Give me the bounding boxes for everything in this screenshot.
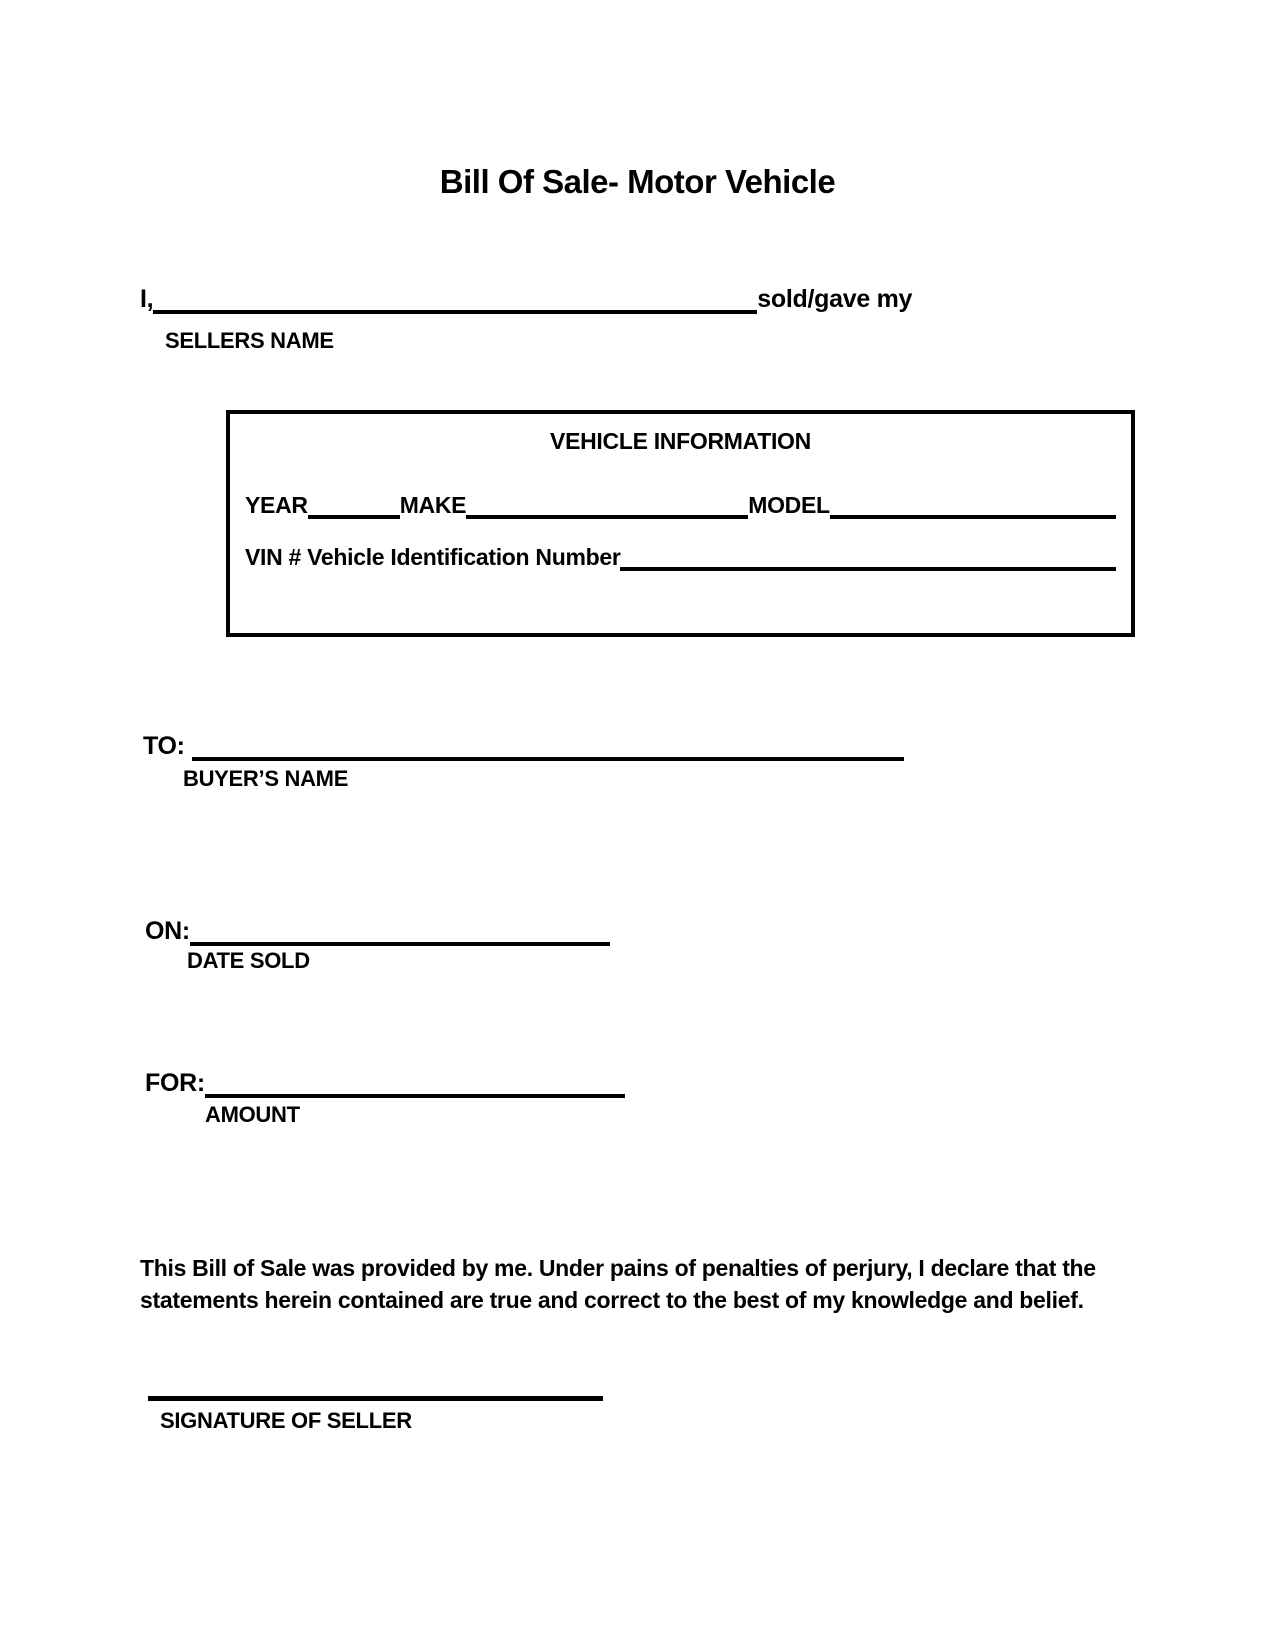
signature-caption: SIGNATURE OF SELLER bbox=[160, 1408, 412, 1433]
buyer-name-caption: BUYER’S NAME bbox=[183, 766, 349, 791]
declaration-line-2: statements herein contained are true and correct to the best of my knowledge and belief. bbox=[140, 1287, 1084, 1313]
amount-caption: AMOUNT bbox=[205, 1102, 300, 1127]
date-sold-field[interactable] bbox=[190, 916, 610, 946]
date-sold-caption: DATE SOLD bbox=[187, 948, 310, 973]
page-title: Bill Of Sale- Motor Vehicle bbox=[439, 163, 836, 200]
model-field[interactable] bbox=[830, 491, 1116, 519]
seller-line bbox=[140, 284, 940, 314]
seller-line-suffix: sold/gave my bbox=[757, 285, 913, 314]
buyer-name-field[interactable] bbox=[192, 731, 904, 761]
seller-name-field[interactable] bbox=[153, 284, 757, 314]
vin-field[interactable] bbox=[620, 543, 1116, 571]
seller-name-caption: SELLERS NAME bbox=[165, 328, 334, 353]
year-label: YEAR bbox=[245, 492, 308, 519]
on-line bbox=[145, 916, 610, 946]
make-label: MAKE bbox=[399, 492, 467, 519]
on-label: ON: bbox=[145, 917, 190, 946]
make-field[interactable] bbox=[466, 491, 748, 519]
to-label: TO: bbox=[143, 732, 185, 761]
seller-line-prefix: I, bbox=[140, 285, 154, 314]
for-line bbox=[145, 1068, 625, 1098]
signature-field[interactable] bbox=[148, 1396, 603, 1401]
to-line bbox=[143, 731, 904, 761]
vehicle-information-box bbox=[226, 410, 1135, 637]
declaration-line-1: This Bill of Sale was provided by me. Under pains of penalties of perjury, I declare that the bbox=[140, 1255, 1096, 1281]
year-field[interactable] bbox=[308, 491, 400, 519]
amount-field[interactable] bbox=[205, 1068, 625, 1098]
for-label: FOR: bbox=[145, 1069, 205, 1098]
year-make-model-row bbox=[230, 491, 1131, 519]
vehicle-box-heading: VEHICLE INFORMATION bbox=[550, 428, 811, 454]
vin-label: VIN # Vehicle Identification Number bbox=[245, 544, 621, 571]
vin-row bbox=[230, 543, 1131, 571]
model-label: MODEL bbox=[748, 492, 830, 519]
declaration-paragraph bbox=[140, 1252, 1096, 1316]
